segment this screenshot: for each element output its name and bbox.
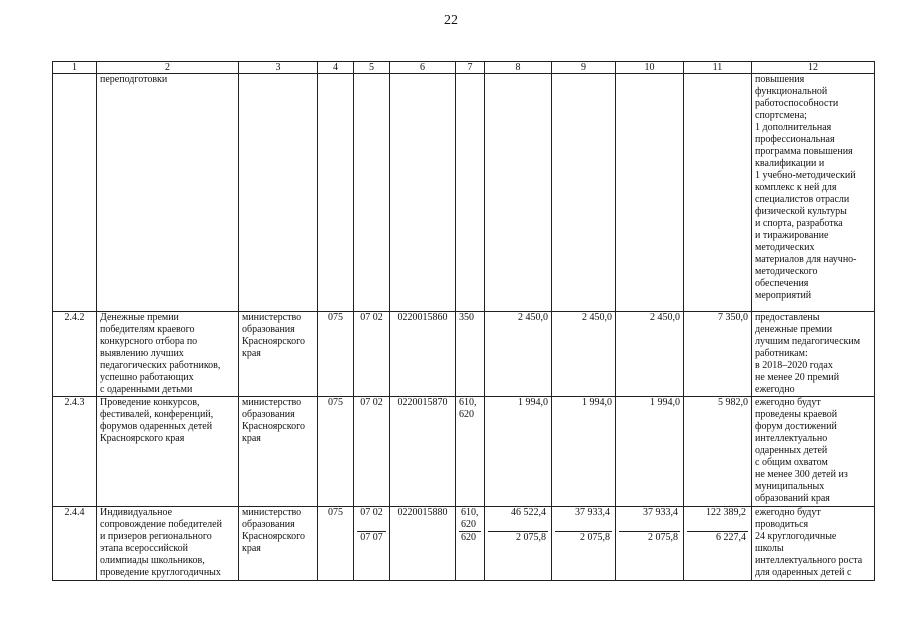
amount-total-split — [684, 507, 752, 581]
activity-name: Проведение конкурсов, фестивалей, конференций, форумов одаренных детей Красноярского края — [97, 397, 239, 507]
column-header: 11 — [684, 62, 752, 74]
amount-2019: 2 075,8 — [580, 532, 610, 543]
target-code: 0220015870 — [390, 397, 456, 507]
header-row — [53, 62, 875, 74]
amount-2018: 2 075,8 — [516, 532, 546, 543]
amount-total: 5 982,0 — [684, 397, 752, 507]
page-number: 22 — [444, 13, 458, 28]
column-header: 7 — [456, 62, 485, 74]
target-code: 0220015860 — [390, 312, 456, 397]
section-code: 07 02 — [354, 312, 390, 397]
expense-type: 610, 620 — [456, 397, 485, 507]
target-code: 0220015880 — [390, 507, 456, 581]
amount-total: 6 227,4 — [716, 532, 746, 543]
expected-result: повышения функциональной работоспособности спортсмена; 1 дополнительная профессиональная программа повышения квалификации и 1 учебно-методический комплекс к ней для специалистов отрасли физической культуры и спорта, разработка и тиражирование методических материалов для научно- методического обеспечения мероприятий — [752, 74, 875, 312]
item-number — [53, 74, 97, 312]
executor: министерство образования Красноярского края — [239, 397, 318, 507]
expense-type: 610, 620 — [459, 507, 481, 532]
amount-2019 — [552, 74, 616, 312]
amount-2020: 2 075,8 — [648, 532, 678, 543]
executor: министерство образования Красноярского края — [239, 312, 318, 397]
section-code-split — [354, 507, 390, 581]
table-row — [53, 507, 875, 581]
expense-type — [456, 74, 485, 312]
table-row — [53, 312, 875, 397]
table-row — [53, 74, 875, 312]
column-header: 3 — [239, 62, 318, 74]
expected-result: ежегодно будут проводиться 24 круглогодичные школы интеллектуального роста для одаренных детей с — [752, 507, 875, 581]
column-header: 9 — [552, 62, 616, 74]
activity-name: Индивидуальное сопровождение победителей и призеров регионального этапа всероссийской олимпиады школьников, проведение круглогодичных — [97, 507, 239, 581]
column-header: 2 — [97, 62, 239, 74]
section-code — [354, 74, 390, 312]
activity-name: переподготовки — [97, 74, 239, 312]
target-code — [390, 74, 456, 312]
program-table — [52, 61, 875, 581]
amount-2019: 2 450,0 — [552, 312, 616, 397]
column-header: 6 — [390, 62, 456, 74]
amount-2020 — [616, 74, 684, 312]
column-header: 8 — [485, 62, 552, 74]
grbs-code: 075 — [318, 507, 354, 581]
expected-result: ежегодно будут проведены краевой форум достижений интеллектуально одаренных детей с общим охватом не менее 300 детей из муниципальных образований края — [752, 397, 875, 507]
column-header: 5 — [354, 62, 390, 74]
amount-total — [684, 74, 752, 312]
grbs-code: 075 — [318, 397, 354, 507]
section-code: 07 07 — [360, 532, 383, 543]
amount-2020-split — [616, 507, 684, 581]
item-number: 2.4.4 — [53, 507, 97, 581]
amount-2018-split — [485, 507, 552, 581]
expense-type: 620 — [461, 532, 476, 543]
column-header: 10 — [616, 62, 684, 74]
amount-2019-split — [552, 507, 616, 581]
amount-2020: 37 933,4 — [619, 507, 680, 532]
section-code: 07 02 — [357, 507, 386, 532]
table-row — [53, 397, 875, 507]
amount-2018 — [485, 74, 552, 312]
amount-2019: 1 994,0 — [552, 397, 616, 507]
grbs-code — [318, 74, 354, 312]
column-header: 4 — [318, 62, 354, 74]
activity-name: Денежные премии победителям краевого конкурсного отбора по выявлению лучших педагогических работников, успешно работающих с одаренными детьми — [97, 312, 239, 397]
amount-2019: 37 933,4 — [555, 507, 612, 532]
amount-2018: 1 994,0 — [485, 397, 552, 507]
executor — [239, 74, 318, 312]
grbs-code: 075 — [318, 312, 354, 397]
amount-total: 122 389,2 — [687, 507, 748, 532]
column-header: 1 — [53, 62, 97, 74]
executor: министерство образования Красноярского края — [239, 507, 318, 581]
column-header: 12 — [752, 62, 875, 74]
amount-2018: 2 450,0 — [485, 312, 552, 397]
expense-type: 350 — [456, 312, 485, 397]
section-code: 07 02 — [354, 397, 390, 507]
item-number: 2.4.2 — [53, 312, 97, 397]
item-number: 2.4.3 — [53, 397, 97, 507]
amount-2020: 1 994,0 — [616, 397, 684, 507]
amount-2018: 46 522,4 — [488, 507, 548, 532]
expense-type-split — [456, 507, 485, 581]
expected-result: предоставлены денежные премии лучшим педагогическим работникам: в 2018–2020 годах не менее 20 премий ежегодно — [752, 312, 875, 397]
amount-total: 7 350,0 — [684, 312, 752, 397]
amount-2020: 2 450,0 — [616, 312, 684, 397]
